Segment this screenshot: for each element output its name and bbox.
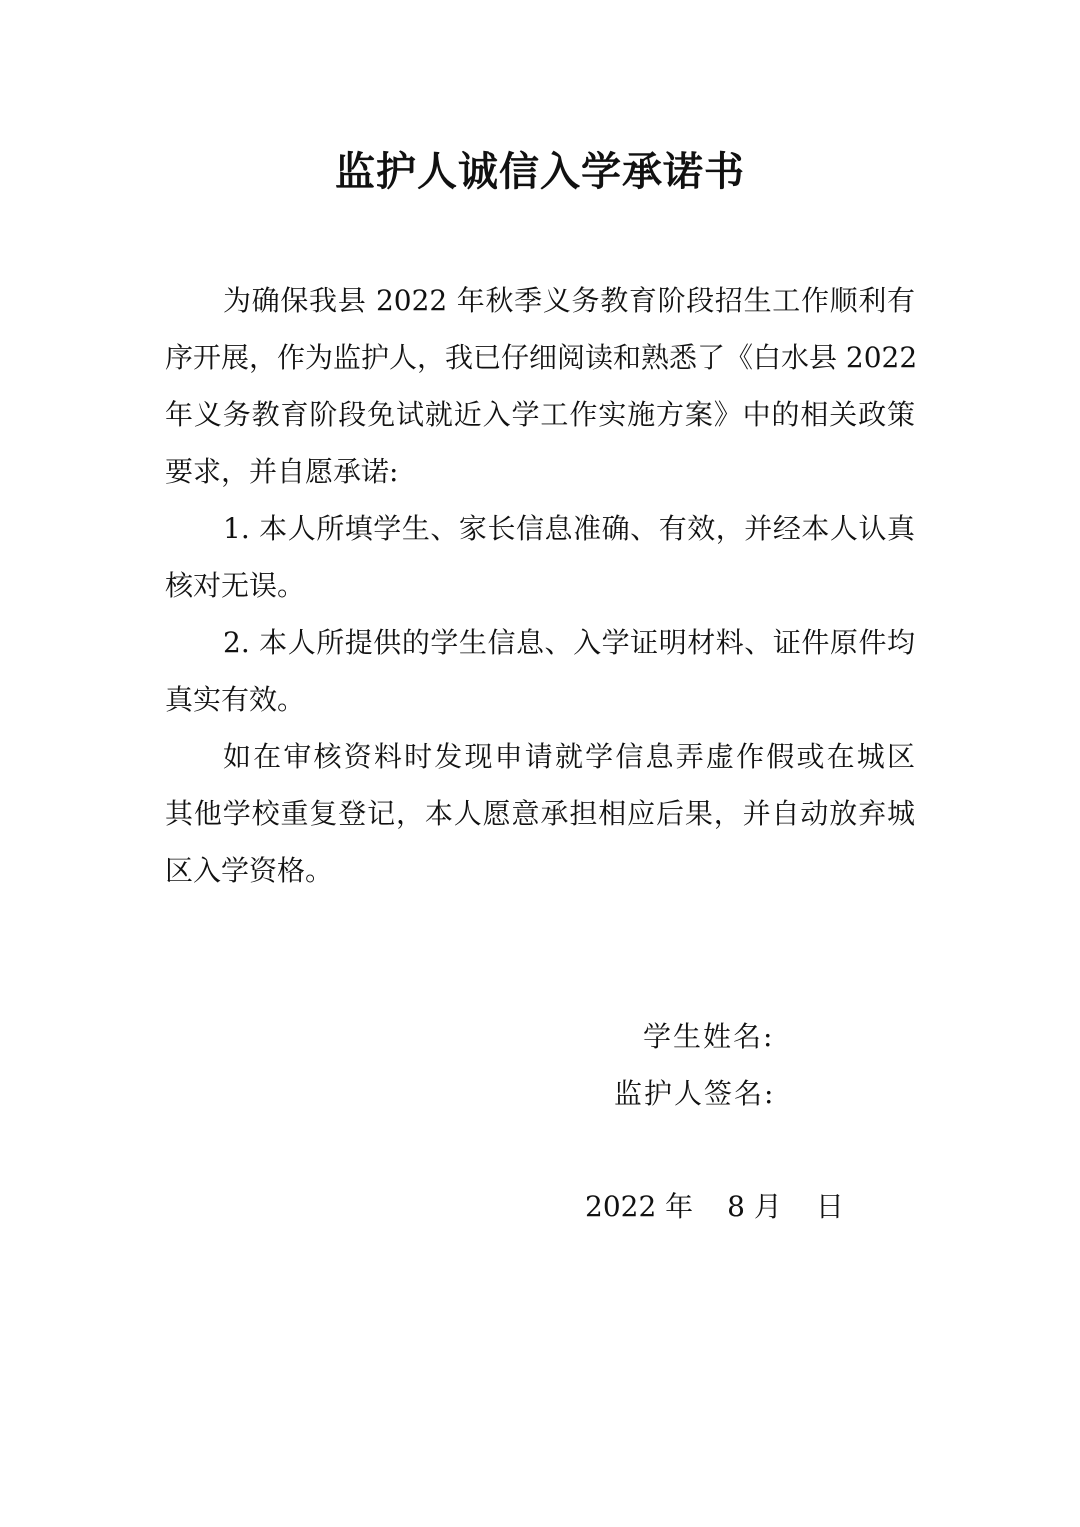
- paragraph-2-line-2: 核对无误。: [165, 569, 306, 602]
- date-line: [585, 1178, 844, 1235]
- paragraph-1-line-2: 序开展，作为监护人，我已仔细阅读和熟悉了《白水县 2022: [165, 341, 918, 374]
- paragraph-4-line-1: 如在审核资料时发现申请就学信息弄虚作假或在城区: [223, 740, 915, 773]
- paragraph-4-line-3: 区入学资格。: [165, 854, 334, 887]
- paragraph-2-line-1: 1. 本人所填学生、家长信息准确、有效，并经本人认真: [223, 512, 915, 545]
- paragraph-1-line-4: 要求，并自愿承诺:: [165, 455, 399, 488]
- student-name-label: 学生姓名:: [643, 1020, 775, 1053]
- paragraph-1-line-3: 年义务教育阶段免试就近入学工作实施方案》中的相关政策: [165, 398, 915, 431]
- paragraph-3-line-2: 真实有效。: [165, 683, 306, 716]
- paragraph-1-line-1: 为确保我县 2022 年秋季义务教育阶段招生工作顺利有: [223, 284, 915, 317]
- guardian-signature-label: 监护人签名:: [614, 1077, 776, 1110]
- paragraph-4-line-2: 其他学校重复登记，本人愿意承担相应后果，并自动放弃城: [165, 797, 915, 830]
- date-month: 8 月: [727, 1190, 782, 1223]
- date-year: 2022 年: [585, 1190, 694, 1223]
- document-title: 监护人诚信入学承诺书: [335, 148, 745, 195]
- paragraph-3-line-1: 2. 本人所提供的学生信息、入学证明材料、证件原件均: [223, 626, 915, 659]
- date-day: 日: [815, 1190, 844, 1223]
